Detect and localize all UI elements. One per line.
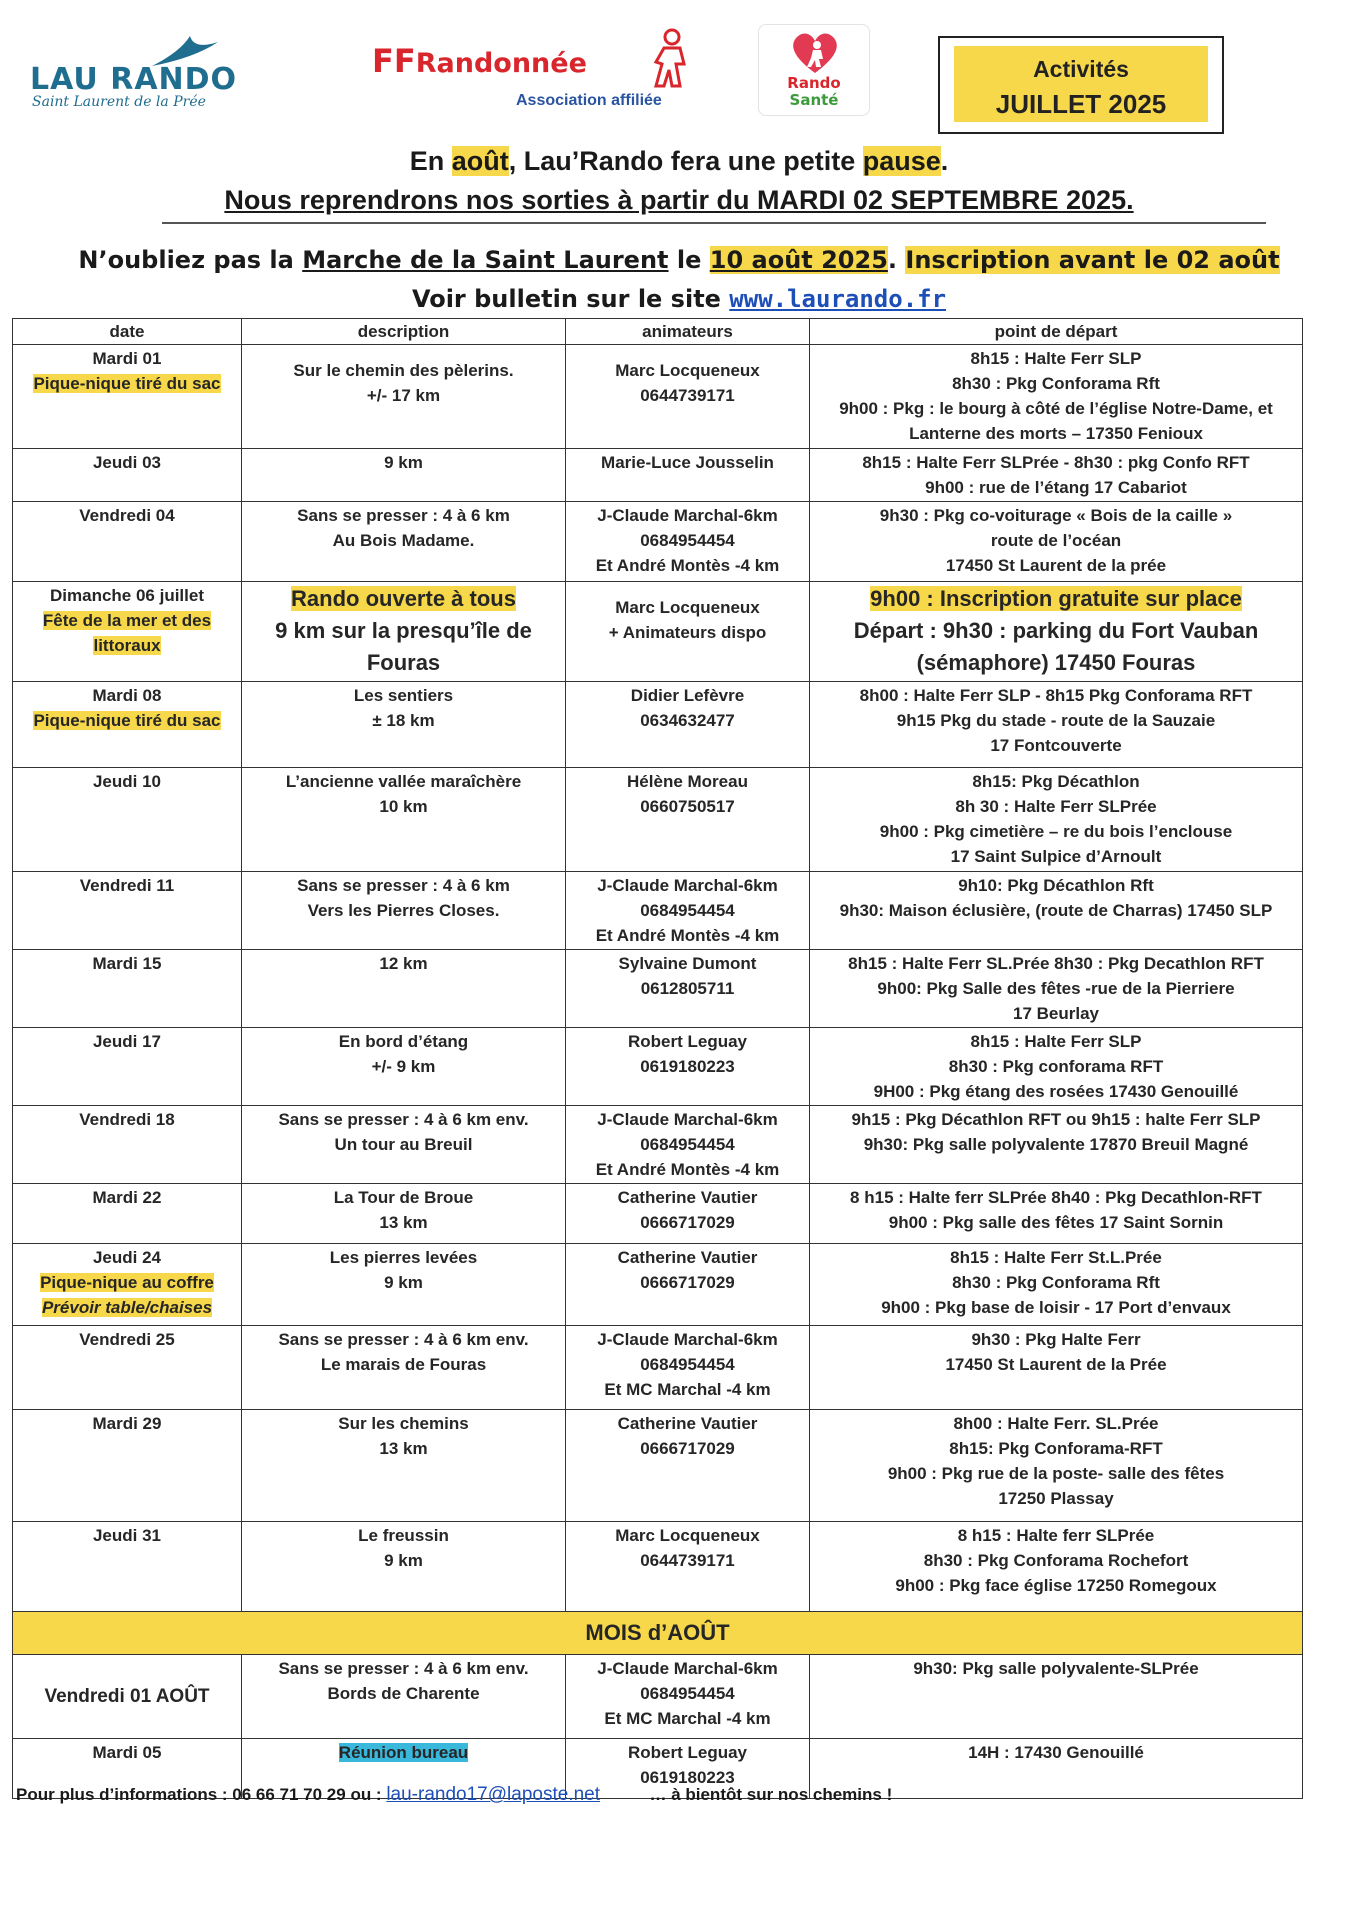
cell-line: +/- 17 km — [366, 386, 441, 405]
cell-line: 9 km — [384, 1551, 423, 1570]
cell-animateurs — [566, 872, 810, 950]
cell-line: 9h30 : Pkg co-voiturage « Bois de la caille » — [879, 506, 1233, 525]
date-note-2: Prévoir table/chaises — [41, 1298, 213, 1317]
header-description: description — [242, 319, 566, 345]
date-label: Vendredi 18 — [79, 1110, 175, 1129]
cell-line: Robert Leguay — [627, 1743, 748, 1762]
activities-month: JUILLET 2025 — [995, 89, 1167, 119]
footer-email[interactable]: lau-rando17@laposte.net — [386, 1784, 600, 1805]
cell-line: Et MC Marchal -4 km — [604, 1380, 771, 1399]
cell-point-depart — [810, 1106, 1303, 1184]
cell-line: J-Claude Marchal-6km — [597, 876, 778, 895]
table-row — [13, 1655, 1303, 1739]
cell-description — [242, 1410, 566, 1522]
month-divider-row — [13, 1612, 1303, 1655]
cell-line: Au Bois Madame. — [332, 531, 475, 550]
table-row — [13, 682, 1303, 768]
cell-animateurs — [566, 1028, 810, 1106]
notice-line-4: Voir bulletin sur le site www.laurando.fr — [411, 285, 947, 313]
cell-line: 9h10: Pkg Décathlon Rft — [958, 876, 1154, 895]
cell-date — [13, 502, 242, 582]
cell-description — [242, 449, 566, 502]
cell-date — [13, 950, 242, 1028]
cell-line: 8h15 : Halte Ferr SLP — [970, 1032, 1142, 1051]
table-header — [13, 319, 1303, 345]
cell-line: Lanterne des morts – 17350 Fenioux — [909, 424, 1203, 443]
cell-point-depart — [810, 1410, 1303, 1522]
cell-date — [13, 582, 242, 682]
cell-line: 8 h15 : Halte ferr SLPrée 8h40 : Pkg Decathlon-RFT — [850, 1188, 1262, 1207]
footer-closing: … à bientôt sur nos chemins ! — [649, 1785, 893, 1804]
cell-line: route de l’océan — [990, 531, 1122, 550]
cell-date — [13, 449, 242, 502]
cell-point-depart — [810, 582, 1303, 682]
ffrandonnee-logo — [372, 28, 692, 118]
cell-line: Marc Locqueneux — [615, 598, 760, 617]
cell-line: Sans se presser : 4 à 6 km env. — [278, 1110, 529, 1129]
cell-point-depart — [810, 502, 1303, 582]
cell-line: Sur les chemins — [338, 1414, 469, 1433]
date-label: Vendredi 04 — [79, 506, 175, 525]
cell-line: (sémaphore) 17450 Fouras — [916, 650, 1196, 675]
cell-line: 8h15: Pkg Décathlon — [972, 772, 1140, 791]
date-label: Mardi 15 — [92, 954, 162, 973]
cell-line: 0666717029 — [640, 1439, 735, 1458]
cell-line: Et André Montès -4 km — [595, 926, 780, 945]
table-row — [13, 582, 1303, 682]
cell-description — [242, 1326, 566, 1410]
cell-description — [242, 345, 566, 449]
cell-line: En bord d’étang — [338, 1032, 469, 1051]
cell-line: Hélène Moreau — [627, 772, 748, 791]
cell-description — [242, 682, 566, 768]
cell-line: 0619180223 — [640, 1057, 735, 1076]
cell-line: 14H : 17430 Genouillé — [968, 1743, 1144, 1762]
table-row — [13, 502, 1303, 582]
logo-ff-subtitle: Association affiliée — [516, 92, 662, 109]
cell-line: Robert Leguay — [627, 1032, 748, 1051]
cell-line: 0619180223 — [640, 1768, 735, 1787]
cell-line: Catherine Vautier — [617, 1414, 758, 1433]
date-label: Jeudi 03 — [92, 453, 162, 472]
cell-line: 9h15 : Pkg Décathlon RFT ou 9h15 : halte Ferr SLP — [851, 1110, 1261, 1129]
cell-date — [13, 1410, 242, 1522]
logo-sante-rando: Rando — [787, 74, 841, 92]
cell-point-depart — [810, 682, 1303, 768]
cell-date — [13, 345, 242, 449]
cell-animateurs — [566, 582, 810, 682]
cell-line: 8h15 : Halte Ferr St.L.Prée — [950, 1248, 1162, 1267]
cell-date — [13, 1106, 242, 1184]
cell-line: Et André Montès -4 km — [595, 1160, 780, 1179]
date-label: Mardi 08 — [92, 686, 162, 705]
cell-line: 0684954454 — [640, 901, 735, 920]
cell-animateurs — [566, 950, 810, 1028]
cell-line: 9 km sur la presqu’île de — [275, 618, 532, 643]
website-link[interactable]: www.laurando.fr — [729, 285, 947, 313]
cell-line: 0660750517 — [640, 797, 735, 816]
cell-animateurs — [566, 768, 810, 872]
cell-line: 17450 St Laurent de la prée — [945, 556, 1167, 575]
description-highlight: Rando ouverte à tous — [291, 586, 516, 611]
cell-line: Marc Locqueneux — [615, 361, 760, 380]
cell-line: 12 km — [379, 954, 428, 973]
cell-point-depart — [810, 1522, 1303, 1612]
cell-description — [242, 950, 566, 1028]
date-label: Mardi 01 — [92, 349, 162, 368]
cell-point-depart — [810, 1655, 1303, 1739]
cell-line: 8h15 : Halte Ferr SLP — [970, 349, 1142, 368]
date-label: Jeudi 10 — [92, 772, 162, 791]
date-label: Vendredi 25 — [79, 1330, 175, 1349]
cell-description — [242, 768, 566, 872]
cell-description — [242, 1522, 566, 1612]
activities-box — [938, 36, 1224, 134]
cell-date — [13, 1028, 242, 1106]
cell-line: 8 h15 : Halte ferr SLPrée — [957, 1526, 1155, 1545]
cell-line: Fouras — [366, 650, 441, 675]
cell-line: 17450 St Laurent de la Prée — [945, 1355, 1167, 1374]
date-label: Jeudi 17 — [92, 1032, 162, 1051]
notice-line-1: En août, Lau’Rando fera une petite pause. — [409, 146, 949, 176]
date-label: Jeudi 31 — [92, 1526, 162, 1545]
cell-point-depart — [810, 872, 1303, 950]
date-label: Vendredi 01 AOÛT — [44, 1686, 210, 1707]
cell-animateurs — [566, 449, 810, 502]
cell-line: 0684954454 — [640, 531, 735, 550]
cell-line: 9h00 : Pkg rue de la poste- salle des fêtes — [887, 1464, 1225, 1483]
cell-line: 0634632477 — [640, 711, 735, 730]
cell-animateurs — [566, 1244, 810, 1326]
date-label: Vendredi 11 — [79, 876, 175, 895]
table-row — [13, 345, 1303, 449]
lau-rando-logo — [30, 32, 305, 112]
cell-point-depart — [810, 345, 1303, 449]
table-row — [13, 768, 1303, 872]
cell-line: 8h30 : Pkg Conforama Rochefort — [923, 1551, 1189, 1570]
cell-line: 9h00 : Pkg cimetière – re du bois l’enclouse — [879, 822, 1233, 841]
cell-line: Sans se presser : 4 à 6 km — [297, 876, 510, 895]
cell-description — [242, 872, 566, 950]
notice-line-2: Nous reprendrons nos sorties à partir du MARDI 02 SEPTEMBRE 2025. — [224, 185, 1134, 215]
cell-point-depart — [810, 449, 1303, 502]
description-highlight: Réunion bureau — [338, 1743, 469, 1762]
cell-line: Marc Locqueneux — [615, 1526, 760, 1545]
cell-date — [13, 1184, 242, 1244]
cell-point-depart — [810, 1326, 1303, 1410]
cell-line: Sylvaine Dumont — [618, 954, 757, 973]
date-note: Pique-nique au coffre — [40, 1273, 214, 1292]
cell-line: Sans se presser : 4 à 6 km env. — [278, 1330, 529, 1349]
table-row — [13, 1244, 1303, 1326]
cell-animateurs — [566, 345, 810, 449]
cell-line: 13 km — [379, 1213, 428, 1232]
cell-description — [242, 1028, 566, 1106]
cell-line: Un tour au Breuil — [334, 1135, 473, 1154]
cell-date — [13, 872, 242, 950]
cell-line: 0644739171 — [640, 386, 735, 405]
header-date: date — [13, 319, 242, 345]
cell-line: 9h00: Pkg Salle des fêtes -rue de la Pierriere — [877, 979, 1235, 998]
table-row — [13, 1522, 1303, 1612]
logo-ff-text: FFRandonnée — [372, 42, 587, 80]
cell-line: La Tour de Broue — [333, 1188, 474, 1207]
cell-line: Sans se presser : 4 à 6 km env. — [278, 1659, 529, 1678]
date-label: Jeudi 24 — [92, 1248, 162, 1267]
cell-line: 0684954454 — [640, 1355, 735, 1374]
cell-line: J-Claude Marchal-6km — [597, 1659, 778, 1678]
activities-table — [12, 318, 1303, 1799]
cell-line: L’ancienne vallée maraîchère — [285, 772, 522, 791]
date-label: Mardi 05 — [92, 1743, 162, 1762]
depart-highlight: 9h00 : Inscription gratuite sur place — [870, 586, 1242, 611]
cell-line: Les pierres levées — [329, 1248, 478, 1267]
cell-line: Le marais de Fouras — [320, 1355, 487, 1374]
table-row — [13, 872, 1303, 950]
cell-line: 8h00 : Halte Ferr. SL.Prée — [953, 1414, 1159, 1433]
cell-line: 9h00 : Pkg base de loisir - 17 Port d’envaux — [881, 1298, 1231, 1317]
cell-line: Et André Montès -4 km — [595, 556, 780, 575]
cell-line: Bords de Charente — [327, 1684, 480, 1703]
cell-description — [242, 582, 566, 682]
footer-info: Pour plus d’informations : 06 66 71 70 29 ou : — [16, 1785, 387, 1804]
cell-line: 9h30 : Pkg Halte Ferr — [971, 1330, 1141, 1349]
cell-line: 17 Saint Sulpice d’Arnoult — [950, 847, 1162, 866]
heart-icon — [787, 31, 843, 75]
cell-animateurs — [566, 1522, 810, 1612]
date-note: Pique-nique tiré du sac — [33, 374, 221, 393]
cell-line: 0666717029 — [640, 1213, 735, 1232]
cell-point-depart — [810, 1184, 1303, 1244]
cell-line: Le freussin — [358, 1526, 449, 1545]
header-point-depart: point de départ — [810, 319, 1303, 345]
table-row — [13, 1106, 1303, 1184]
cell-date — [13, 1655, 242, 1739]
cell-line: 8h15: Pkg Conforama-RFT — [949, 1439, 1163, 1458]
cell-line: J-Claude Marchal-6km — [597, 1330, 778, 1349]
cell-line: ± 18 km — [372, 711, 435, 730]
cell-point-depart — [810, 1028, 1303, 1106]
cell-date — [13, 768, 242, 872]
cell-date — [13, 682, 242, 768]
date-label: Mardi 29 — [92, 1414, 162, 1433]
cell-date — [13, 1244, 242, 1326]
logo-lau-text: LAU RANDO — [30, 62, 238, 97]
date-label: Mardi 22 — [92, 1188, 162, 1207]
cell-line: 9 km — [384, 1273, 423, 1292]
cell-line: J-Claude Marchal-6km — [597, 1110, 778, 1129]
table-row — [13, 1028, 1303, 1106]
cell-line: 13 km — [379, 1439, 428, 1458]
cell-line: 10 km — [379, 797, 428, 816]
table-row — [13, 1410, 1303, 1522]
notice-line-3: N’oubliez pas la Marche de la Saint Laurent le 10 août 2025. Inscription avant le 02 août — [78, 246, 1280, 274]
cell-line: Catherine Vautier — [617, 1188, 758, 1207]
cell-animateurs — [566, 682, 810, 768]
cell-line: 8h15 : Halte Ferr SLPrée - 8h30 : pkg Confo RFT — [862, 453, 1250, 472]
rando-sante-logo — [758, 24, 870, 116]
cell-animateurs — [566, 1184, 810, 1244]
logo-lau-subtitle: Saint Laurent de la Prée — [32, 94, 206, 110]
cell-line: +/- 9 km — [371, 1057, 436, 1076]
cell-date — [13, 1522, 242, 1612]
cell-line: 9h00 : Pkg salle des fêtes 17 Saint Sornin — [888, 1213, 1224, 1232]
cell-description — [242, 502, 566, 582]
cell-line: 0684954454 — [640, 1135, 735, 1154]
cell-line: Sans se presser : 4 à 6 km — [297, 506, 510, 525]
cell-animateurs — [566, 1326, 810, 1410]
cell-line: Départ : 9h30 : parking du Fort Vauban — [853, 618, 1259, 643]
table-row — [13, 449, 1303, 502]
cell-line: 9h00 : Pkg : le bourg à côté de l’église Notre-Dame, et — [839, 399, 1273, 418]
cell-line: Vers les Pierres Closes. — [307, 901, 500, 920]
logo-sante-sante: Santé — [789, 91, 839, 109]
hiker-icon — [650, 28, 690, 90]
cell-line: 8h00 : Halte Ferr SLP - 8h15 Pkg Conforama RFT — [859, 686, 1253, 705]
cell-point-depart — [810, 768, 1303, 872]
cell-line: 8h15 : Halte Ferr SL.Prée 8h30 : Pkg Decathlon RFT — [848, 954, 1264, 973]
header-animateurs: animateurs — [566, 319, 810, 345]
cell-point-depart — [810, 1244, 1303, 1326]
cell-line: 9h00 : Pkg face église 17250 Romegoux — [895, 1576, 1217, 1595]
cell-line: 9 km — [384, 453, 423, 472]
cell-line: 9h30: Pkg salle polyvalente-SLPrée — [913, 1659, 1199, 1678]
cell-line: 17 Beurlay — [1013, 1004, 1099, 1023]
cell-line: 0644739171 — [640, 1551, 735, 1570]
activities-label: Activités — [1033, 56, 1129, 82]
cell-description — [242, 1106, 566, 1184]
cell-line: 17250 Plassay — [998, 1489, 1114, 1508]
cell-line: 8h 30 : Halte Ferr SLPrée — [955, 797, 1157, 816]
footer — [16, 1784, 892, 1806]
cell-animateurs — [566, 1655, 810, 1739]
cell-line: 8h30 : Pkg Conforama Rft — [952, 374, 1160, 393]
cell-line: Catherine Vautier — [617, 1248, 758, 1267]
cell-line: 9h15 Pkg du stade - route de la Sauzaie — [896, 711, 1216, 730]
cell-line: 9H00 : Pkg étang des rosées 17430 Genouillé — [873, 1082, 1239, 1101]
cell-line: Marie-Luce Jousselin — [601, 453, 774, 472]
cell-line: J-Claude Marchal-6km — [597, 506, 778, 525]
cell-point-depart — [810, 950, 1303, 1028]
cell-line: 9h00 : rue de l’étang 17 Cabariot — [925, 478, 1187, 497]
cell-line: 0666717029 — [640, 1273, 735, 1292]
cell-date — [13, 1326, 242, 1410]
cell-description — [242, 1244, 566, 1326]
cell-animateurs — [566, 1106, 810, 1184]
cell-line: Et MC Marchal -4 km — [604, 1709, 771, 1728]
date-note: Fête de la mer et des littoraux — [42, 611, 212, 655]
date-label: Dimanche 06 juillet — [50, 586, 204, 605]
cell-line: Les sentiers — [353, 686, 454, 705]
table-row — [13, 1326, 1303, 1410]
date-note: Pique-nique tiré du sac — [33, 711, 221, 730]
cell-animateurs — [566, 1410, 810, 1522]
cell-line: 17 Fontcouverte — [990, 736, 1122, 755]
table-row — [13, 1184, 1303, 1244]
cell-line: 9h30: Pkg salle polyvalente 17870 Breuil Magné — [863, 1135, 1249, 1154]
cell-line: 0684954454 — [640, 1684, 735, 1703]
divider — [162, 222, 1266, 224]
cell-animateurs — [566, 502, 810, 582]
cell-description — [242, 1184, 566, 1244]
cell-line: 8h30 : Pkg conforama RFT — [948, 1057, 1164, 1076]
cell-line: Sur le chemin des pèlerins. — [293, 361, 514, 380]
cell-line: 9h30: Maison éclusière, (route de Charras) 17450 SLP — [839, 901, 1273, 920]
table-row — [13, 950, 1303, 1028]
cell-line: + Animateurs dispo — [608, 623, 767, 642]
cell-line: Didier Lefèvre — [630, 686, 745, 705]
cell-description — [242, 1655, 566, 1739]
cell-line: 8h30 : Pkg Conforama Rft — [952, 1273, 1160, 1292]
month-divider: MOIS d’AOÛT — [13, 1612, 1303, 1655]
cell-line: 0612805711 — [640, 979, 735, 998]
